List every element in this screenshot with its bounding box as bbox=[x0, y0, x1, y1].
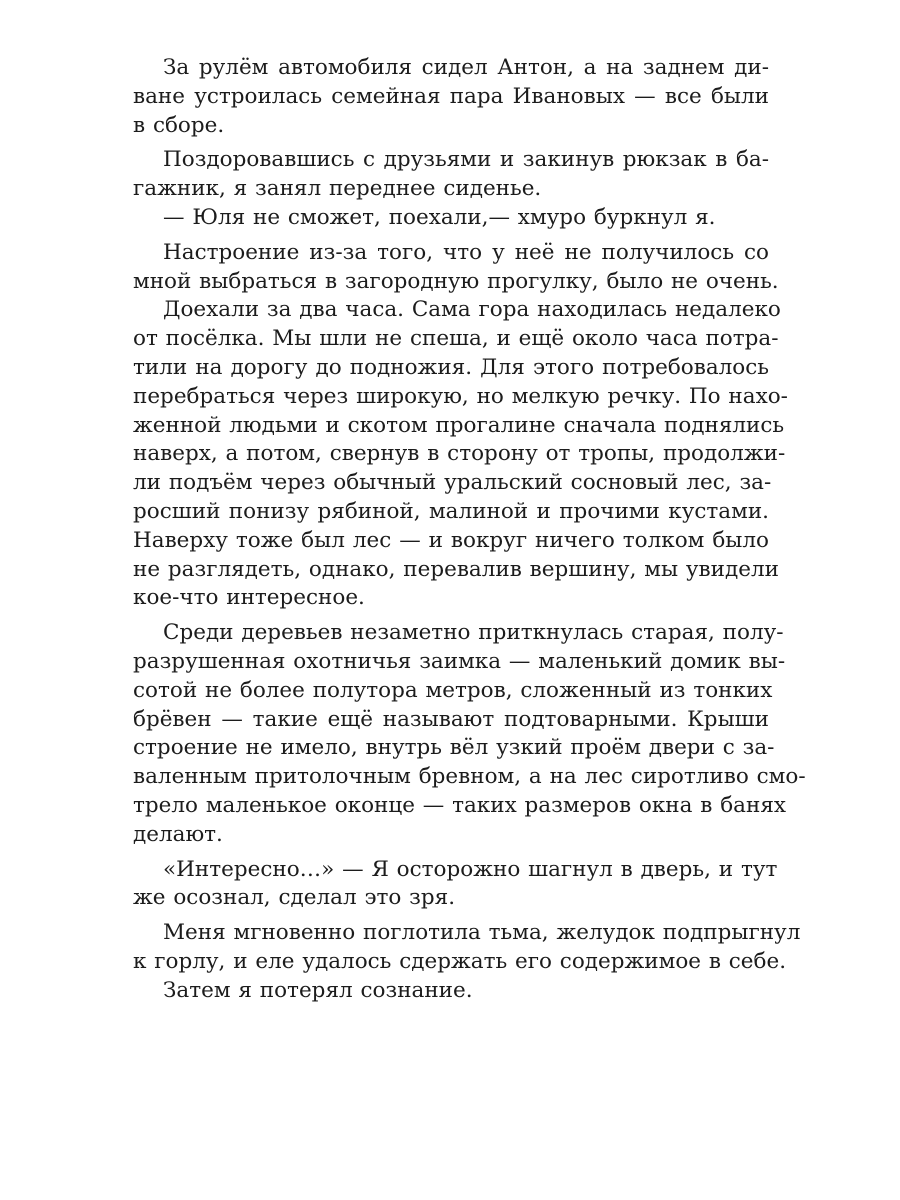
text-line: от посёлка. Мы шли не спеша, и ещё около часа потра- bbox=[133, 326, 779, 352]
text-line: же осознал, сделал это зря. bbox=[133, 885, 456, 911]
text-line: За рулём автомобиля сидел Антон, а на заднем ди- bbox=[163, 55, 769, 80]
text-line: разрушенная охотничья заимка — маленький домик вы- bbox=[133, 648, 786, 674]
text-line: ване устроилась семейная пара Ивановых — все были bbox=[133, 83, 769, 109]
text-line: Поздоровавшись с друзьями и закинув рюкзак в ба- bbox=[163, 147, 769, 173]
text-line: Наверху тоже был лес — и вокруг ничего толком было bbox=[133, 527, 769, 553]
text-line: Среди деревьев незаметно приткнулась старая, полу- bbox=[163, 620, 784, 646]
text-line: к горлу, и еле удалось сдержать его содержимое в себе. bbox=[133, 948, 787, 974]
text-line: трело маленькое оконце — таких размеров окна в банях bbox=[133, 792, 787, 818]
dialogue-paragraph bbox=[133, 204, 769, 233]
text-line: гажник, я занял переднее сиденье. bbox=[133, 176, 542, 202]
text-line: — Юля не сможет, поехали,— хмуро буркнул я. bbox=[163, 204, 716, 230]
text-line: тили на дорогу до подножия. Для этого потребовалось bbox=[133, 354, 769, 380]
text-line: кое-что интересное. bbox=[133, 585, 365, 611]
paragraph bbox=[133, 296, 788, 613]
text-line: ли подъём через обычный уральский сосновый лес, за- bbox=[133, 470, 772, 496]
text-line: перебраться через широкую, но мелкую речку. По нахо- bbox=[133, 383, 788, 409]
text-line: в сборе. bbox=[133, 112, 225, 138]
book-page-text bbox=[133, 54, 806, 1006]
text-line: брёвен — такие ещё называют подтоварными. Крыши bbox=[133, 706, 769, 732]
paragraph bbox=[133, 619, 806, 849]
text-line: «Интересно…» — Я осторожно шагнул в дверь, и тут bbox=[163, 856, 778, 882]
paragraph bbox=[133, 856, 778, 914]
text-line: Затем я потерял сознание. bbox=[163, 977, 473, 1003]
text-line: не разглядеть, однако, перевалив вершину, мы увидели bbox=[133, 556, 779, 582]
paragraph bbox=[133, 919, 801, 977]
text-line: Доехали за два часа. Сама гора находилась недалеко bbox=[163, 297, 781, 323]
paragraph bbox=[133, 239, 779, 297]
text-line: валенным притолочным бревном, а на лес сиротливо смо- bbox=[133, 764, 806, 790]
text-line: Настроение из-за того, что у неё не получилось со bbox=[163, 239, 769, 265]
paragraph bbox=[133, 146, 769, 204]
text-line: сотой не более полутора метров, сложенный из тонких bbox=[133, 677, 773, 703]
text-line: росший понизу рябиной, малиной и прочими кустами. bbox=[133, 498, 769, 524]
text-line: женной людьми и скотом прогалине сначала поднялись bbox=[133, 412, 785, 438]
paragraph bbox=[133, 977, 769, 1006]
paragraph bbox=[133, 54, 769, 140]
text-line: наверх, а потом, свернув в сторону от тропы, продолжи- bbox=[133, 441, 786, 467]
text-line: Меня мгновенно поглотила тьма, желудок подпрыгнул bbox=[163, 920, 801, 946]
text-line: делают. bbox=[133, 821, 223, 847]
text-line: мной выбраться в загородную прогулку, было не очень. bbox=[133, 268, 779, 294]
text-line: строение не имело, внутрь вёл узкий проём двери с за- bbox=[133, 735, 775, 761]
